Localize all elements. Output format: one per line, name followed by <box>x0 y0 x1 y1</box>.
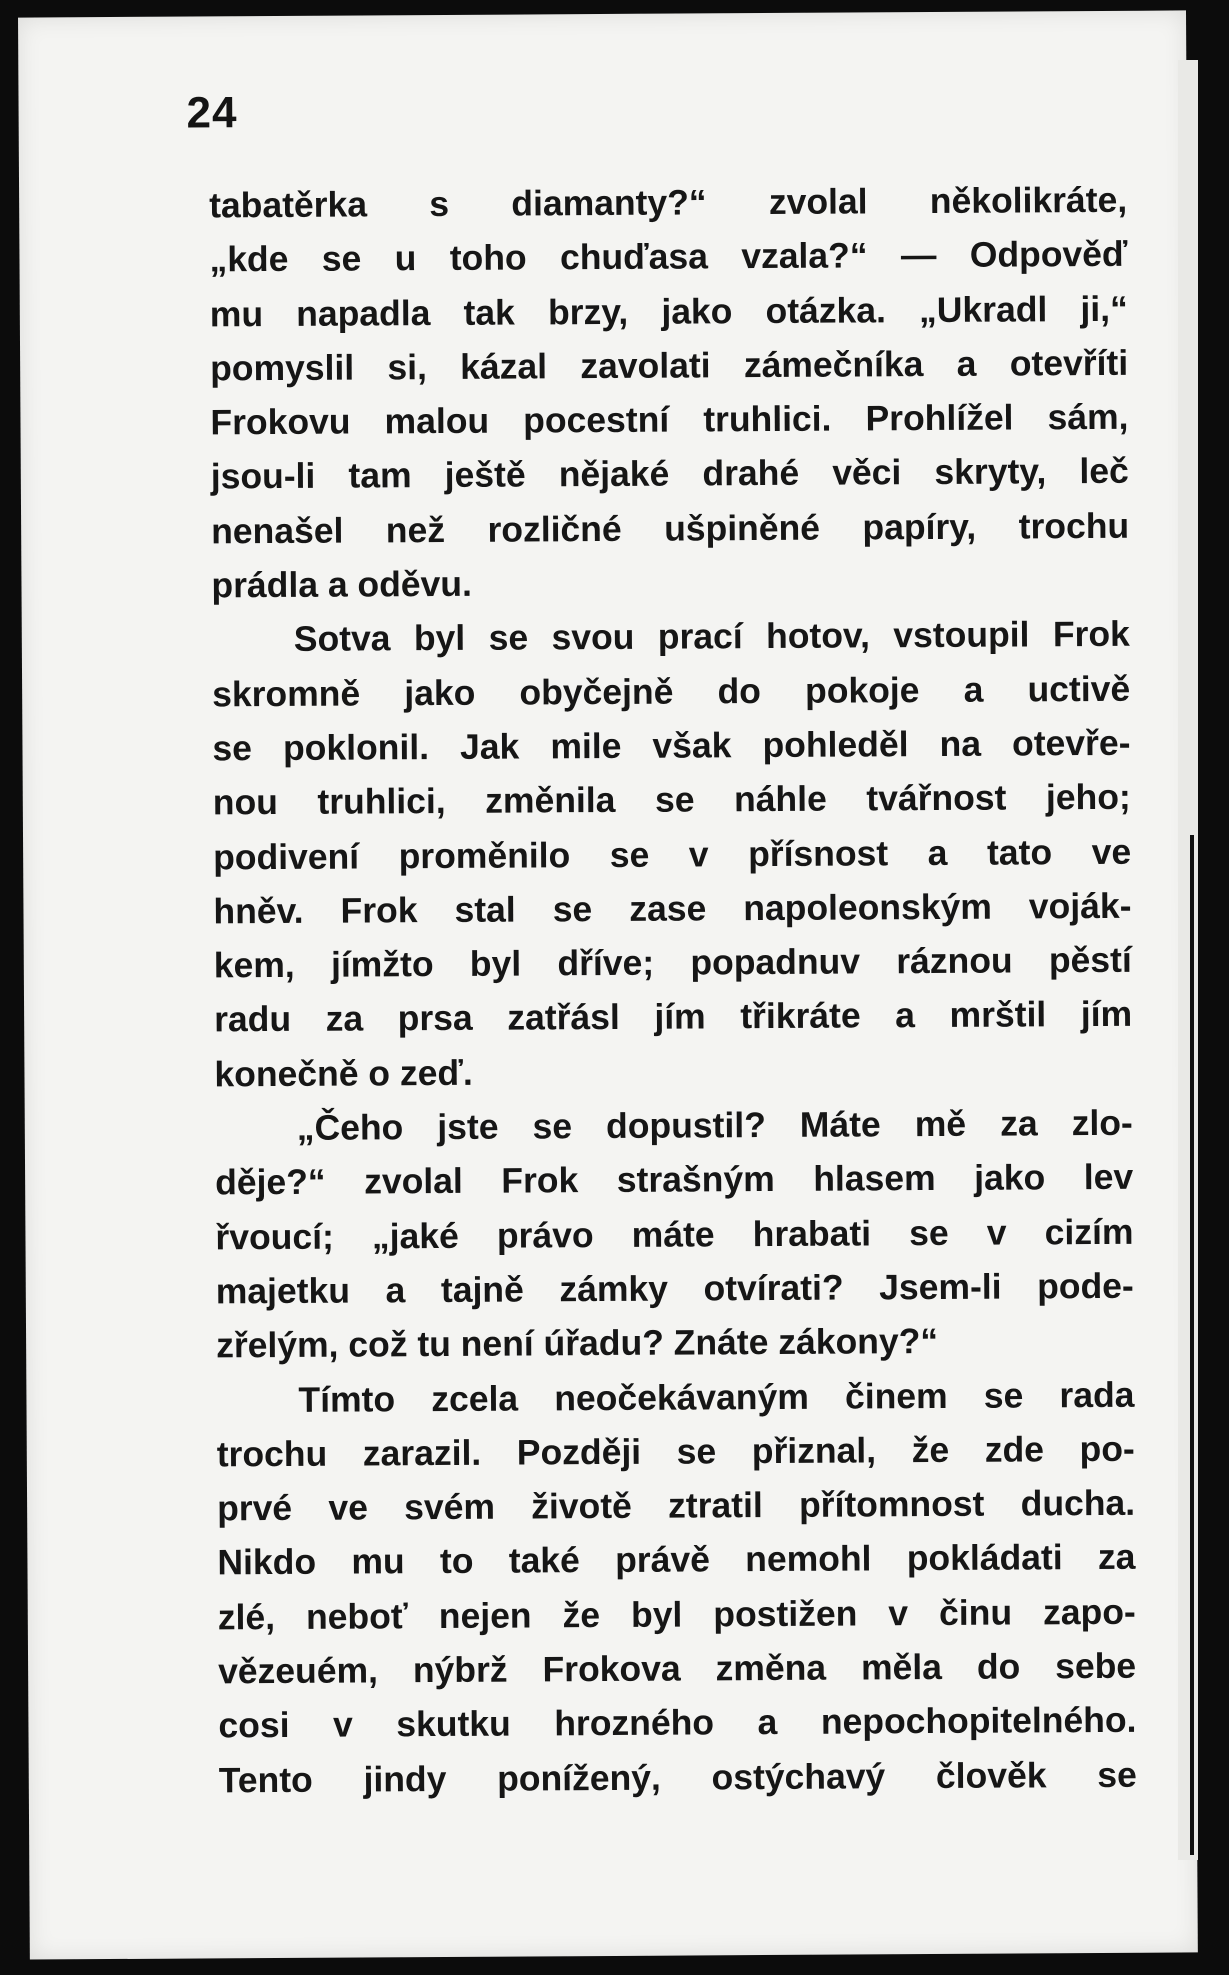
text-line: majetku a tajně zámky otvírati? Jsem-li pode- <box>215 1265 1134 1312</box>
book-page <box>18 10 1198 1959</box>
text-line: Nikdo mu to také právě nemohl pokládati za <box>217 1537 1136 1583</box>
text-line: řvoucí; „jaké právo máte hrabati se v cizím <box>215 1211 1134 1258</box>
text-line: nou truhlici, změnila se náhle tvářnost jeho; <box>212 777 1131 823</box>
text-line: prádla a oděvu. <box>211 563 473 606</box>
text-line: zlé, neboť nejen že byl postižen v činu zapo- <box>217 1591 1136 1638</box>
text-line: kem, jímžto byl dříve; popadnuv ráznou pěstí <box>213 939 1132 986</box>
text-line: hněv. Frok stal se zase napoleonským voják- <box>213 885 1132 932</box>
text-line: prvé ve svém životě ztratil přítomnost ducha. <box>217 1482 1136 1529</box>
text-line: Tento jindy ponížený, ostýchavý člověk se <box>218 1754 1137 1800</box>
text-line: cosi v skutku hrozného a nepochopitelného. <box>218 1700 1137 1746</box>
text-line: „Čeho jste se dopustil? Máte mě za zlo- <box>296 1102 1133 1148</box>
page-edge-strip <box>1178 60 1198 1860</box>
text-line: konečně o zeď. <box>214 1052 473 1095</box>
text-line: trochu zarazil. Později se přiznal, že zde po- <box>216 1428 1135 1475</box>
body-text <box>209 173 1137 1807</box>
text-line: radu za prsa zatřásl jím třikráte a mrštil jím <box>214 994 1133 1040</box>
text-line: mu napadla tak brzy, jako otázka. „Ukradl ji,“ <box>209 288 1128 334</box>
text-line: skromně jako obyčejně do pokoje a uctivě <box>212 668 1131 715</box>
text-line: se poklonil. Jak mile však pohleděl na otevře- <box>212 722 1131 769</box>
page-edge-shadow-line <box>1190 835 1194 1855</box>
page-number: 24 <box>186 88 238 138</box>
text-line: Frokovu malou pocestní truhlici. Prohlížel sám, <box>210 396 1129 443</box>
text-line: zřelým, což tu není úřadu? Znáte zákony?“ <box>216 1321 939 1366</box>
text-line: Sotva byl se svou prací hotov, vstoupil Frok <box>293 614 1130 660</box>
text-line: pomyslil si, kázal zavolati zámečníka a otevříti <box>210 342 1129 389</box>
text-line: vězeuém, nýbrž Frokova změna měla do sebe <box>217 1645 1137 1692</box>
text-line: nenašel než rozličné ušpiněné papíry, trochu <box>211 505 1130 552</box>
text-line: tabatěrka s diamanty?“ zvolal několikráte, <box>209 179 1128 226</box>
text-line: děje?“ zvolal Frok strašným hlasem jako lev <box>215 1157 1134 1203</box>
text-line: „kde se u toho chuďasa vzala?“ — Odpověď <box>209 234 1128 280</box>
text-line: jsou-li tam ještě nějaké drahé věci skryty, leč <box>210 451 1129 497</box>
text-line: podivení proměnilo se v přísnost a tato ve <box>213 831 1132 877</box>
text-line: Tímto zcela neočekávaným činem se rada <box>298 1374 1135 1420</box>
